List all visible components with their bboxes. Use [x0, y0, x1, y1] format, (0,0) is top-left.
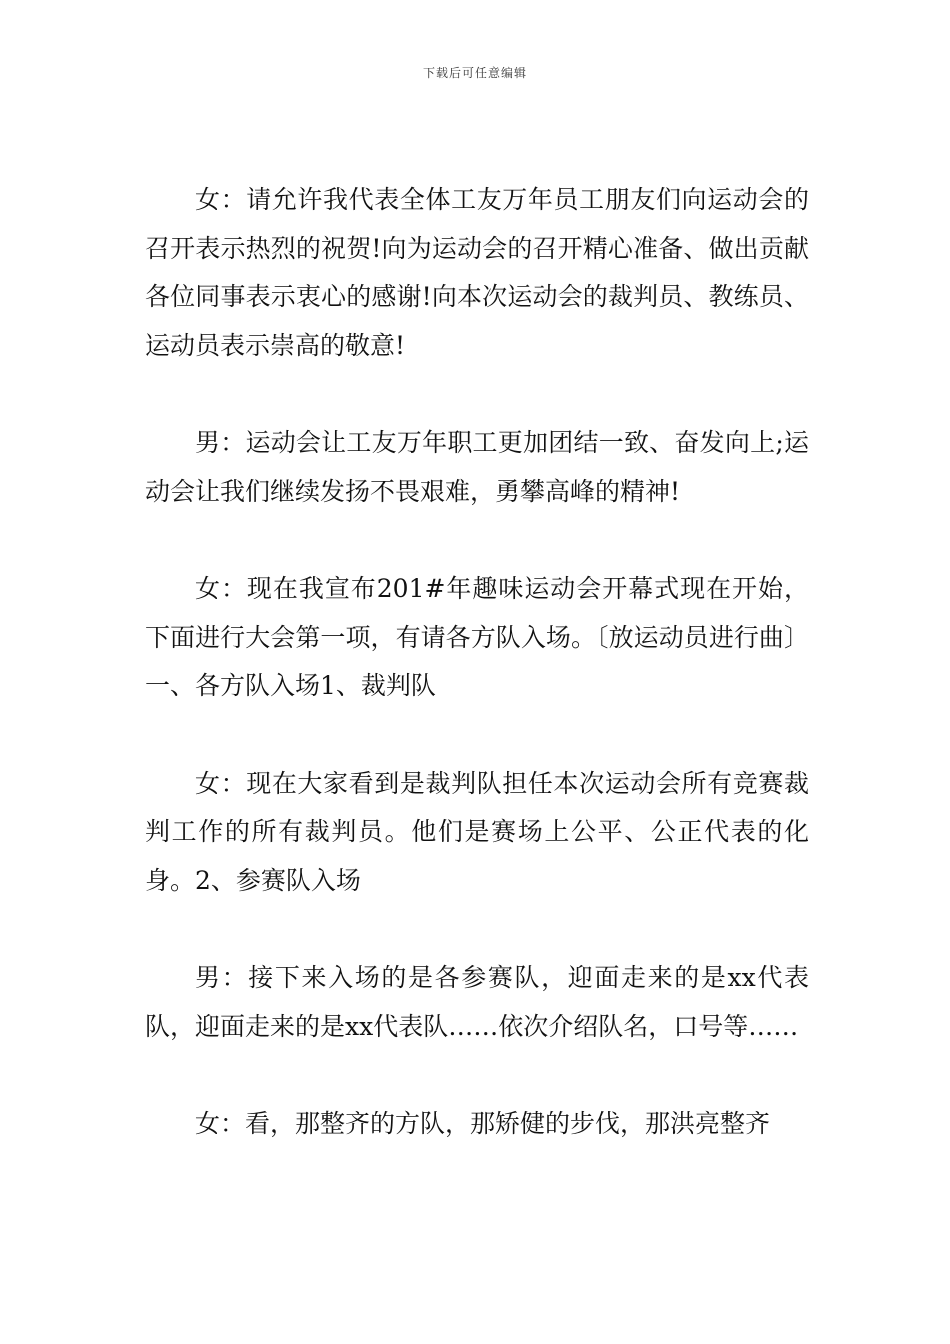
paragraph-3: 女：现在我宣布201#年趣味运动会开幕式现在开始，下面进行大会第一项，有请各方队入场。〔放运动员进行曲〕一、各方队入场1、裁判队	[145, 574, 809, 700]
paragraph-5: 男：接下来入场的是各参赛队，迎面走来的是xx代表队，迎面走来的是xx代表队……依次介绍队名，口号等……	[145, 963, 809, 1041]
document-body	[145, 176, 809, 1198]
paragraph-6: 女：看，那整齐的方队，那矫健的步伐，那洪亮整齐	[195, 1109, 771, 1138]
paragraph-4: 女：现在大家看到是裁判队担任本次运动会所有竞赛裁判工作的所有裁判员。他们是赛场上公平、公正代表的化身。2、参赛队入场	[145, 768, 809, 895]
paragraph-2: 男：运动会让工友万年职工更加团结一致、奋发向上;运动会让我们继续发扬不畏艰难，勇攀高峰的精神!	[145, 428, 809, 506]
paragraph-1: 女：请允许我代表全体工友万年员工朋友们向运动会的召开表示热烈的祝贺!向为运动会的召开精心准备、做出贡献各位同事表示衷心的感谢!向本次运动会的裁判员、教练员、运动员表示崇高的敬意!	[145, 185, 809, 360]
page-header: 下载后可任意编辑	[422, 66, 527, 80]
